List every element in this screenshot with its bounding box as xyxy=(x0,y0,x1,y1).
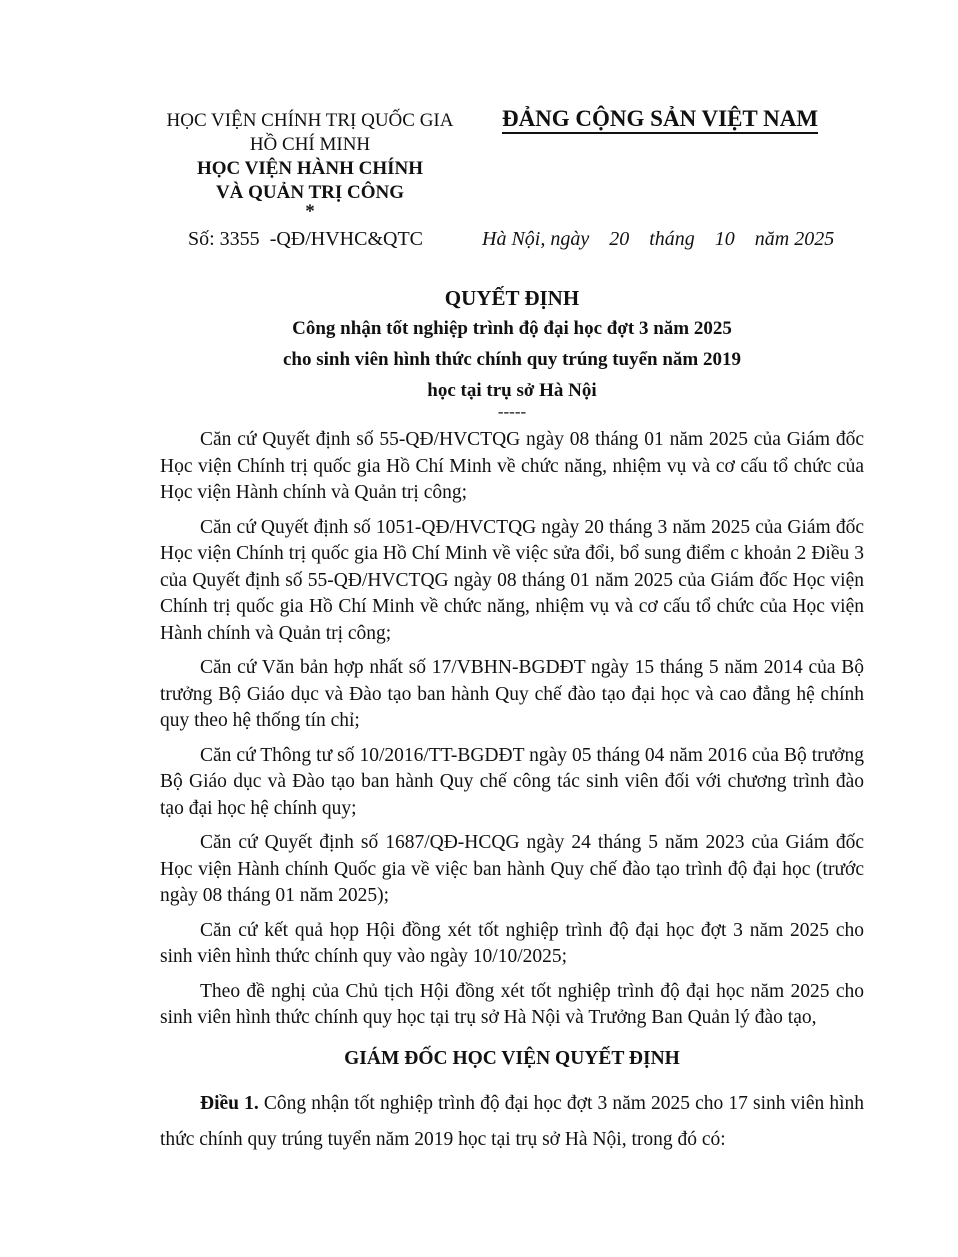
decision-subtitle-line-3: học tại trụ sở Hà Nội xyxy=(427,380,597,401)
decision-title: QUYẾT ĐỊNH xyxy=(444,286,580,310)
legal-basis-paragraph-3: Căn cứ Văn bản hợp nhất số 17/VBHN-BGDĐT ngày 15 tháng 5 năm 2014 của Bộ trưởng Bộ Giáo dục và Đào tạo ban hành Quy chế đào tạo đại học và cao đẳng hệ chính quy theo hệ thống tín chỉ; xyxy=(160,657,864,731)
legal-basis-paragraph-1: Căn cứ Quyết định số 55-QĐ/HVCTQG ngày 08 tháng 01 năm 2025 của Giám đốc Học viện Chính trị quốc gia Hồ Chí Minh về chức năng, nhiệm vụ và cơ cấu tổ chức của Học viện Hành chính và Quản trị công; xyxy=(160,429,864,503)
legal-basis-paragraph-5: Căn cứ Quyết định số 1687/QĐ-HCQG ngày 24 tháng 5 năm 2023 của Giám đốc Học viện Hành chính Quốc gia về việc ban hành Quy chế đào tạo trình độ đại học (trước ngày 08 tháng 01 năm 2025); xyxy=(160,832,864,906)
article-1 xyxy=(160,1086,864,1158)
document-number-suffix: -QĐ/HVHC&QTC xyxy=(269,228,424,250)
document-number xyxy=(188,228,423,251)
proposal-paragraph: Theo đề nghị của Chủ tịch Hội đồng xét tốt nghiệp trình độ đại học năm 2025 cho sinh viên hình thức chính quy học tại trụ sở Hà Nội và Trưởng Ban Quản lý đào tạo, xyxy=(160,980,864,1028)
party-heading xyxy=(480,106,840,132)
date-place: Hà Nội, ngày xyxy=(482,228,590,250)
date-day: 20 xyxy=(609,228,630,250)
org-line-2: HỒ CHÍ MINH xyxy=(249,134,371,155)
unit-line-1: HỌC VIỆN HÀNH CHÍNH xyxy=(196,158,424,179)
document-number-prefix: Số: 3355 xyxy=(188,228,260,250)
org-line-1: HỌC VIỆN CHÍNH TRỊ QUỐC GIA xyxy=(166,110,454,131)
legal-basis-paragraph-2: Căn cứ Quyết định số 1051-QĐ/HVCTQG ngày 20 tháng 3 năm 2025 của Giám đốc Học viện Chính trị quốc gia Hồ Chí Minh về việc sửa đổi, bổ sung điểm c khoản 2 Điều 3 của Quyết định số 55-QĐ/HVCTQG ngày 08 tháng 01 năm 2025 của Giám đốc Học viện Chính trị quốc gia Hồ Chí Minh về chức năng, nhiệm vụ và cơ cấu tổ chức của Học viện Hành chính và Quản trị công; xyxy=(160,516,864,644)
legal-basis-paragraph-4: Căn cứ Thông tư số 10/2016/TT-BGDĐT ngày 05 tháng 04 năm 2016 của Bộ trưởng Bộ Giáo dục và Đào tạo ban hành Quy chế công tác sinh viên đối với chương trình đào tạo đại học hệ chính quy; xyxy=(160,744,864,819)
title-divider: ----- xyxy=(497,402,527,421)
legal-basis-paragraph-6: Căn cứ kết quả họp Hội đồng xét tốt nghiệp trình độ đại học đợt 3 năm 2025 cho sinh viên hình thức chính quy vào ngày 10/10/2025; xyxy=(160,919,864,967)
article-1-label: Điều 1. xyxy=(200,1093,259,1114)
decision-title-block xyxy=(160,284,864,419)
issue-date xyxy=(482,228,834,251)
date-month-word: tháng xyxy=(649,228,695,250)
decision-subtitle-line-1: Công nhận tốt nghiệp trình độ đại học đợt 3 năm 2025 xyxy=(292,318,732,339)
decision-subtitle-line-2: cho sinh viên hình thức chính quy trúng tuyển năm 2019 xyxy=(282,349,742,370)
article-1-text: Công nhận tốt nghiệp trình độ đại học đợt 3 năm 2025 cho 17 sinh viên hình thức chính quy trúng tuyển năm 2019 học tại trụ sở Hà Nội, trong đó có: xyxy=(160,1093,864,1150)
issuing-organization xyxy=(160,109,460,222)
decision-section-heading: GIÁM ĐỐC HỌC VIỆN QUYẾT ĐỊNH xyxy=(344,1047,680,1069)
date-year: năm 2025 xyxy=(754,228,835,250)
unit-line-2: VÀ QUẢN TRỊ CÔNG xyxy=(215,182,405,203)
star-symbol: * xyxy=(305,201,315,222)
date-month: 10 xyxy=(714,228,735,250)
document-body xyxy=(160,427,864,1166)
party-name: ĐẢNG CỘNG SẢN VIỆT NAM xyxy=(502,106,818,134)
